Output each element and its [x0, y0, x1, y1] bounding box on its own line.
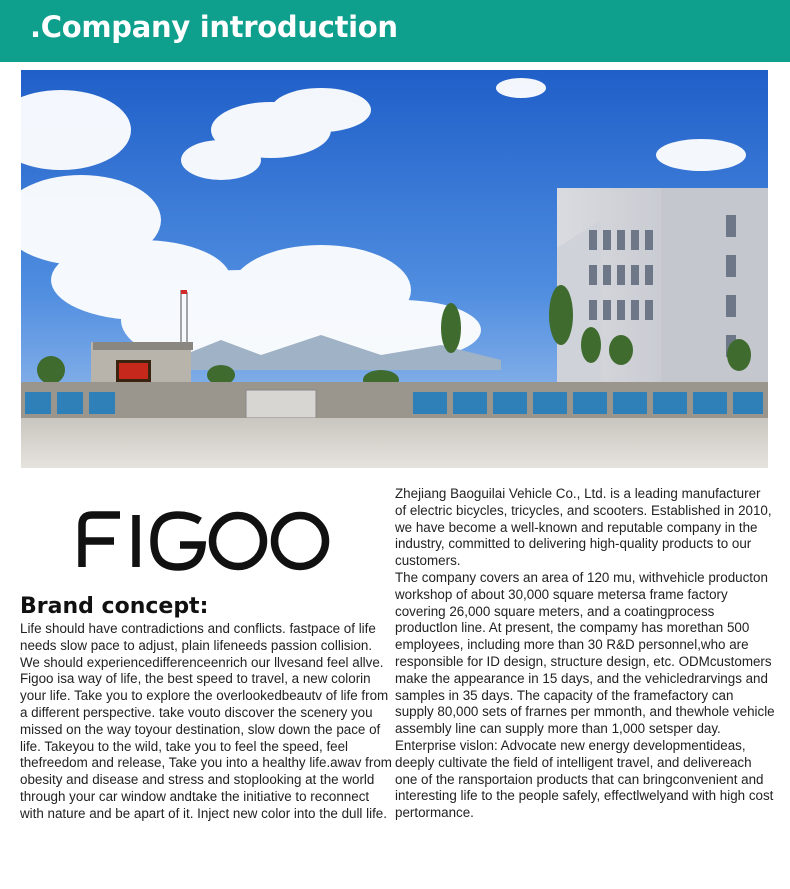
figoo-logo [78, 511, 330, 571]
company-description [395, 486, 775, 822]
factory-photo [21, 70, 768, 468]
company-paragraph-2: The company covers an area of 120 mu, withvehicle producton workshop of about 30,000 square metersa frame factory covering 26,000 square meters, and a coatingprocess productlon line. At present, the compamy has morethan 500 employees, including more than 30 R&D personnel,who are responsible for ID design, structure design, etc. ODMcustomers make the appearance in 15 days, and the vehicledrarvings and samples in 35 days. The capacity of the framefactory can supply 80,000 sets of frarnes per mmonth, and thewhole vehicle assembly line can supply more than 1,000 setsper day. Enterprise vislon: Advocate new energy developmentideas, deeply cultivate the field of intelligent travel, and delivereach one of the ransportaion products that can bringconvenient and interesting life to the people safely, effectlwelyand with high cost pertormance. [395, 569, 775, 821]
brand-concept-text: Life should have contradictions and conflicts. fastpace of life needs slow pace to adjust, plain lifeneeds passion collision. We should experiencedifferenceenrich our llvesand feel allve. Figoo isa way of life, the best speed to travel, a new colorin your life. Take you to explore the overlookedbeautv of life from a different perspective. take vouto discover the scenery you missed on the way toyour destination, slow down the pace of life. Takeyou to the wild, take you to feel the speed, feel thefreedom and release, Take you into a healthy life.awav from obesity and disease and stress and stoplooking at the world through your car window andtake the initiative to reconnect with nature and be apart of it. Inject new color into the dull life. [20, 621, 392, 821]
section-title: .Company introduction [30, 10, 398, 44]
company-paragraph-1: Zhejiang Baoguilai Vehicle Co., Ltd. is a leading manufacturer of electric bicycles, tricycles, and scooters. Established in 2010, we have become a well-known and reputable company in the industry, committed to delivering high-quality products to our customers. [395, 486, 772, 569]
brand-concept-title: Brand concept: [20, 594, 209, 619]
section-header [0, 0, 790, 62]
